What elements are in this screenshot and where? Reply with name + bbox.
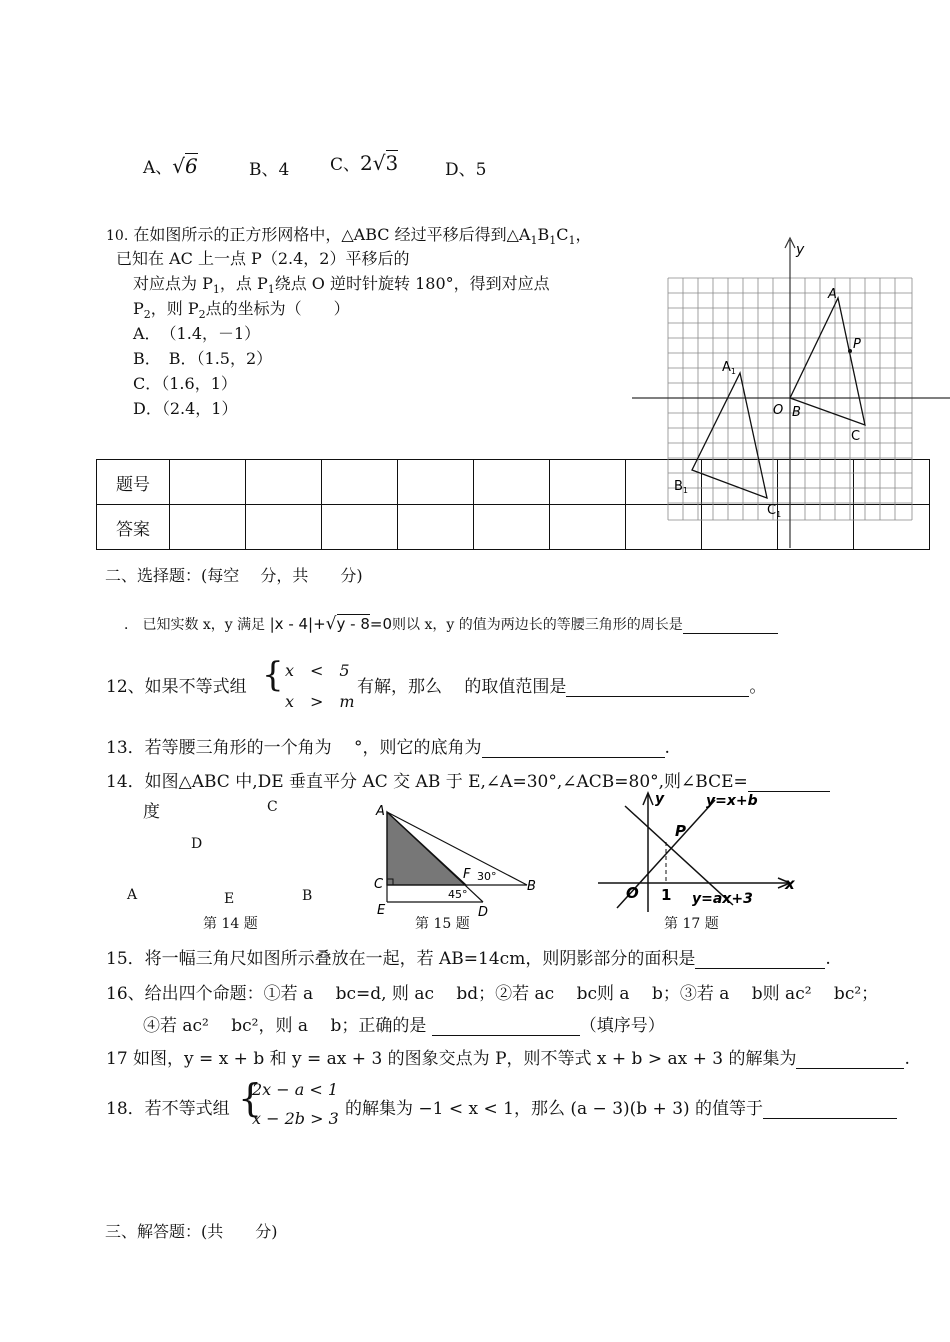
section-2-heading: 二、选择题：(每空 分，共 分) [105,566,363,585]
q14-label-d: D [191,836,203,852]
sqrt-symbol: √ [372,151,386,175]
q15 [106,944,831,969]
answer-table-header-number: 题号 [97,460,170,505]
fig10-label-a1: $A_1$ [722,360,736,376]
q16-answer-blank[interactable] [432,1017,580,1036]
q13-answer-blank[interactable] [482,739,665,758]
answer-cell[interactable] [398,505,474,550]
text: C [556,225,569,244]
sub: 1 [568,234,576,248]
fig15-angle-45: 45° [448,888,468,901]
fig10-label-p: P [853,337,861,352]
answer-cell[interactable] [474,460,550,505]
q10-option-b: B． B．（1.5，2） [133,349,273,368]
triangle-a1b1c1 [692,373,767,498]
q10-option-d: D．（2.4，1） [133,399,238,418]
fig15-label-b: B [527,879,536,894]
text: ，点 P [219,274,268,293]
q14-text: 14．如图△ABC 中,DE 垂直平分 AC 交 AB 于 E,∠A=30°,∠ACB=80°,则∠BCE= [106,772,748,792]
q17 [106,1044,910,1069]
q10-number: 10. [106,228,129,244]
q9-option-a-radicand: 6 [185,154,198,178]
sub: 1 [267,283,275,297]
q13-pre: 13．若等腰三角形的一个角为 °，则它的底角为 [106,738,482,758]
q9-option-c-coef: 2 [360,151,373,175]
answer-cell[interactable] [246,460,322,505]
q18-pre: 18．若不等式组 [106,1099,230,1119]
fig10-label-b: B [792,405,801,420]
q17-end: . [904,1049,910,1069]
q12-answer-blank[interactable] [566,678,749,697]
answer-table-header-answer: 答案 [97,505,170,550]
answer-cell[interactable] [550,505,626,550]
q18-answer-blank[interactable] [763,1100,897,1119]
q15-text: 15．将一幅三角尺如图所示叠放在一起，若 AB=14cm，则阴影部分的面积是 [106,949,696,969]
fig17-caption: 第 17 题 [664,916,719,932]
q10-line1 [106,222,592,247]
q16-line2-end: （填序号） [579,1016,665,1036]
q11-expr-eq: =0 [369,615,393,633]
answer-cell[interactable] [170,460,246,505]
text: ， [575,225,592,244]
answer-cell[interactable] [170,505,246,550]
text: 点的坐标为（ ） [205,299,350,318]
q9-options [143,153,198,178]
q9-option-c-prefix: C、 [330,155,361,175]
fig15-label-f: F [463,867,471,882]
q13-end: . [664,738,670,758]
q9-option-b: B、4 [249,160,290,180]
fig17-label-x: x [785,875,795,893]
fig10-label-a: A [828,287,837,302]
q16-line1: 16、给出四个命题：①若 a bc=d, 则 ac bd；②若 ac bc则 a b；③若 a b则 ac² bc²； [106,984,879,1004]
fig14-caption: 第 14 题 [203,916,258,932]
q17-answer-blank[interactable] [796,1050,904,1069]
q10-line1-text: 在如图所示的正方形网格中，△ABC 经过平移后得到△A [133,225,531,244]
q9-option-a-prefix: A、 [143,158,173,178]
q12-post: 有解，那么 的取值范围是 [357,677,567,697]
sub: 1 [212,283,220,297]
q18-row1: 2x − a < 1 [252,1080,339,1099]
figure-17 [595,788,805,918]
fig15-angle-30: 30° [477,870,497,883]
answer-cell[interactable] [246,505,322,550]
sub: 2 [198,308,206,322]
fig15-label-c: C [374,877,384,892]
q10-line2: 已知在 AC 上一点 P（2.4，2）平移后的 [116,249,410,268]
q14-line2: 度 [143,802,160,822]
fig17-label-1: 1 [661,886,672,904]
q9-option-c-radicand: 3 [385,151,399,175]
q10-option-c: C．（1.6，1） [133,374,237,393]
q10-line4 [133,296,350,321]
sqrt-symbol: √ [172,154,186,178]
fig17-label-o: O [626,884,639,902]
point-p-marker [848,349,852,353]
q15-end: . [825,949,831,969]
q14-label-c: C [267,799,278,815]
figure-10-grid [630,232,950,550]
q9-option-d: D、5 [445,160,487,180]
q11-expr-radicand: y - 8 [336,615,370,633]
sub: 2 [143,308,151,322]
q12-brace-icon: { [262,655,284,695]
q14-label-a: A [127,887,138,903]
sub: 1 [549,234,557,248]
fig15-label-d: D [478,905,489,920]
fig10-label-o: O [773,403,784,418]
q18-post: 的解集为 −1 < x < 1，那么 (a − 3)(b + 3) 的值等于 [345,1099,764,1119]
q18-row2: x − 2b > 3 [252,1109,339,1128]
text: B [537,225,550,244]
answer-cell[interactable] [322,505,398,550]
answer-cell[interactable] [398,460,474,505]
q18-brace-icon: { [238,1076,263,1120]
answer-cell[interactable] [322,460,398,505]
q9-option-c [330,150,398,175]
answer-cell[interactable] [550,460,626,505]
q11 [124,614,778,634]
text: ，则 P [150,299,199,318]
fig17-label-y: y [655,791,665,807]
q13 [106,733,670,758]
q16-line2 [143,1011,665,1036]
q11-pre: 已知实数 x，y 满足 [142,617,266,633]
q10-line3 [133,271,550,296]
q12-row1: x < 5 [285,661,350,680]
q10-option-a: A． （1.4，－1） [133,324,261,343]
q12-row2: x > m [285,692,355,711]
text: 绕点 O 逆时针旋转 180°，得到对应点 [274,274,550,293]
figure-15 [368,800,548,920]
text: 对应点为 P [133,274,213,293]
q14-label-e: E [224,891,235,907]
fig17-label-l1: y=x+b [706,793,758,809]
answer-cell[interactable] [474,505,550,550]
q11-answer-blank[interactable] [683,615,778,634]
text: P [133,299,144,318]
q12-post-wrap [357,672,766,697]
fig15-caption: 第 15 题 [415,916,470,932]
fig10-label-b1: $B_1$ [674,479,689,495]
fig15-label-a: A [376,804,385,819]
q15-answer-blank[interactable] [695,950,825,969]
q11-dot: ． [124,617,138,633]
sqrt-symbol: √ [325,614,337,634]
fig10-label-c: C [851,429,861,444]
section-3-heading: 三、解答题：(共 分) [105,1222,278,1241]
triangle-abc [790,298,865,425]
fig10-label-y: y [796,242,805,258]
fig15-label-e: E [377,903,386,918]
q11-post: 则以 x，y 的值为两边长的等腰三角形的周长是 [392,617,683,633]
fig17-label-l2: y=ax+3 [692,891,753,907]
fig10-label-c1: $C_1$ [767,503,782,519]
fig17-label-p: P [675,822,686,840]
q12-pre: 12、如果不等式组 [106,677,247,697]
q16-line2-text: ④若 ac² bc²，则 a b；正确的是 [143,1016,427,1036]
q17-text: 17 如图，y = x + b 和 y = ax + 3 的图象交点为 P，则不等式 x + b > ax + 3 的解集为 [106,1049,797,1069]
q11-expr-abs: |x - 4|+ [269,615,326,633]
q12-end: 。 [749,677,767,697]
sub: 1 [530,234,538,248]
q14-label-b: B [302,888,313,904]
q18-post-wrap [345,1094,897,1119]
